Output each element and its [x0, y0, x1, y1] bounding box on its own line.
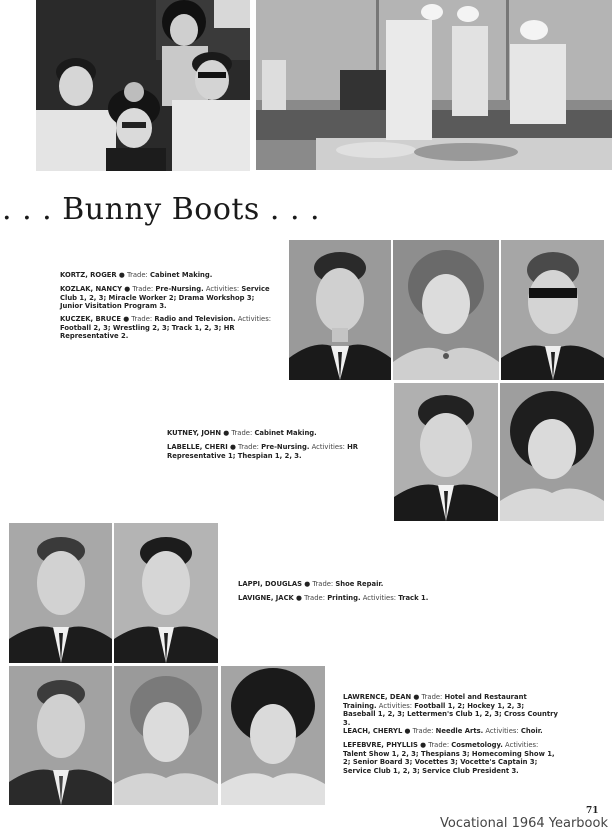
portrait-leach	[114, 666, 218, 805]
entry-kuczek: KUCZEK, BRUCE ● Trade: Radio and Television. Activities: Football 2, 3; Wrestling 2, 3; Track 1, 2, 3; HR Representative 2.	[60, 315, 272, 341]
student-trade: Pre-Nursing.	[261, 443, 310, 451]
portrait-lefebvre	[221, 666, 325, 805]
portrait-kortz	[289, 240, 391, 380]
student-name: LAWRENCE, DEAN	[343, 693, 412, 701]
student-activities: Track 1.	[398, 594, 429, 602]
candid-photo-students	[36, 0, 250, 171]
student-name: LEFEBVRE, PHYLLIS	[343, 741, 418, 749]
portrait-kuczek	[501, 240, 604, 380]
entry-kozlak: KOZLAK, NANCY ● Trade: Pre-Nursing. Activities: Service Club 1, 2, 3; Miracle Worker 2; Drama Workshop 3; Junior Visitation Program 3.	[60, 285, 270, 311]
student-activities: Talent Show 1, 2, 3; Thespians 3; Homecoming Show 1, 2; Senior Board 3; Vocettes 3; Vocette's Captain 3; Service Club 1, 2, 3; Service Club President 3.	[343, 749, 555, 775]
student-name: KOZLAK, NANCY	[60, 285, 123, 293]
yearbook-caption: Vocational 1964 Yearbook	[440, 816, 608, 831]
student-trade: Cabinet Making.	[254, 429, 317, 437]
student-name: LEACH, CHERYL	[343, 727, 403, 735]
entry-kutney: KUTNEY, JOHN ● Trade: Cabinet Making.	[167, 429, 317, 437]
student-name: KUCZEK, BRUCE	[60, 315, 122, 323]
entry-lefebvre: LEFEBVRE, PHYLLIS ● Trade: Cosmetology. Activities: Talent Show 1, 2, 3; Thespians 3; Homecoming Show 1, 2; Senior Board 3; Vocettes 3; Vocette's Captain 3; Service Club 1, 2, 3; Service Club President 3.	[343, 741, 555, 775]
student-trade: Cosmetology.	[451, 741, 503, 749]
student-name: LAPPI, DOUGLAS	[238, 580, 303, 588]
student-activities: Football 2, 3; Wrestling 2, 3; Track 1, 2, 3; HR Representative 2.	[60, 323, 235, 341]
entry-leach: LEACH, CHERYL ● Trade: Needle Arts. Activities: Choir.	[343, 727, 543, 735]
student-trade: Pre-Nursing.	[155, 285, 204, 293]
student-trade: Printing.	[327, 594, 361, 602]
page-title: . . . Bunny Boots . . .	[2, 192, 321, 227]
entry-lawrence: LAWRENCE, DEAN ● Trade: Hotel and Restaurant Training. Activities: Football 1, 2; Hockey 1, 2, 3; Baseball 1, 2, 3; Lettermen's Club 1, 2, 3; Cross Country 3.	[343, 693, 558, 727]
entry-lavigne: LAVIGNE, JACK ● Trade: Printing. Activities: Track 1.	[238, 594, 429, 602]
portrait-kozlak	[393, 240, 499, 380]
portrait-labelle	[500, 383, 604, 521]
student-trade: Radio and Television.	[154, 315, 236, 323]
student-trade: Needle Arts.	[435, 727, 484, 735]
student-trade: Cabinet Making.	[150, 271, 213, 279]
entry-lappi: LAPPI, DOUGLAS ● Trade: Shoe Repair.	[238, 580, 384, 588]
portrait-lappi	[9, 523, 112, 663]
student-name: KUTNEY, JOHN	[167, 429, 222, 437]
student-activities: HR Representative 1; Thespian 1, 2, 3.	[167, 443, 359, 460]
portrait-kutney	[394, 383, 498, 521]
entry-labelle: LABELLE, CHERI ● Trade: Pre-Nursing. Activities: HR Representative 1; Thespian 1, 2, 3.	[167, 443, 359, 460]
student-name: KORTZ, ROGER	[60, 271, 117, 279]
student-activities: Service Club 1, 2, 3; Miracle Worker 2; Drama Workshop 3; Junior Visitation Program 3.	[60, 285, 270, 311]
student-name: LAVIGNE, JACK	[238, 594, 294, 602]
student-activities: Football 1, 2; Hockey 1, 2, 3; Baseball 1, 2, 3; Lettermen's Club 1, 2, 3; Cross Country 3.	[343, 701, 558, 727]
candid-photo-kitchen	[256, 0, 612, 170]
student-name: LABELLE, CHERI	[167, 443, 228, 451]
portrait-lawrence	[9, 666, 112, 805]
entry-kortz: KORTZ, ROGER ● Trade: Cabinet Making.	[60, 271, 213, 279]
student-trade: Shoe Repair.	[335, 580, 384, 588]
portrait-lavigne	[114, 523, 218, 663]
student-activities: Choir.	[520, 727, 543, 735]
page-number: 71	[586, 806, 599, 816]
student-trade: Hotel and Restaurant Training.	[343, 693, 527, 710]
